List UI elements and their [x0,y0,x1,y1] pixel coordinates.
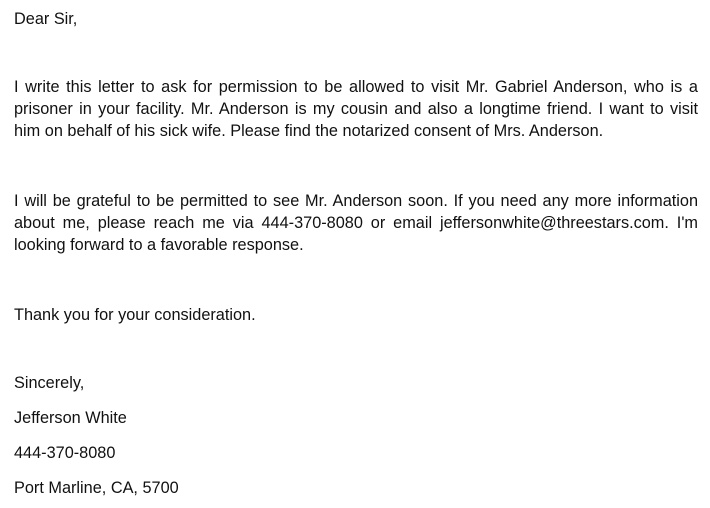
body-paragraph-request: I write this letter to ask for permission to be allowed to visit Mr. Gabriel Anderson, who is a prisoner in your facility. Mr. Anderson is my cousin and also a longtime friend. I want to visit him on behalf of his sick wife. Please find the notarized consent of Mrs. Anderson. [14,78,698,140]
closing-line: Sincerely, [14,374,85,392]
thanks-line: Thank you for your consideration. [14,306,256,324]
body-paragraph-contact: I will be grateful to be permitted to see Mr. Anderson soon. If you need any more information about me, please reach me via 444-370-8080 or email jeffersonwhite@threestars.com. I'm looking forward to a favorable response. [14,192,698,254]
sender-phone: 444-370-8080 [14,444,116,462]
salutation: Dear Sir, [14,10,78,28]
sender-address: Port Marline, CA, 5700 [14,479,179,497]
sender-name: Jefferson White [14,409,127,427]
